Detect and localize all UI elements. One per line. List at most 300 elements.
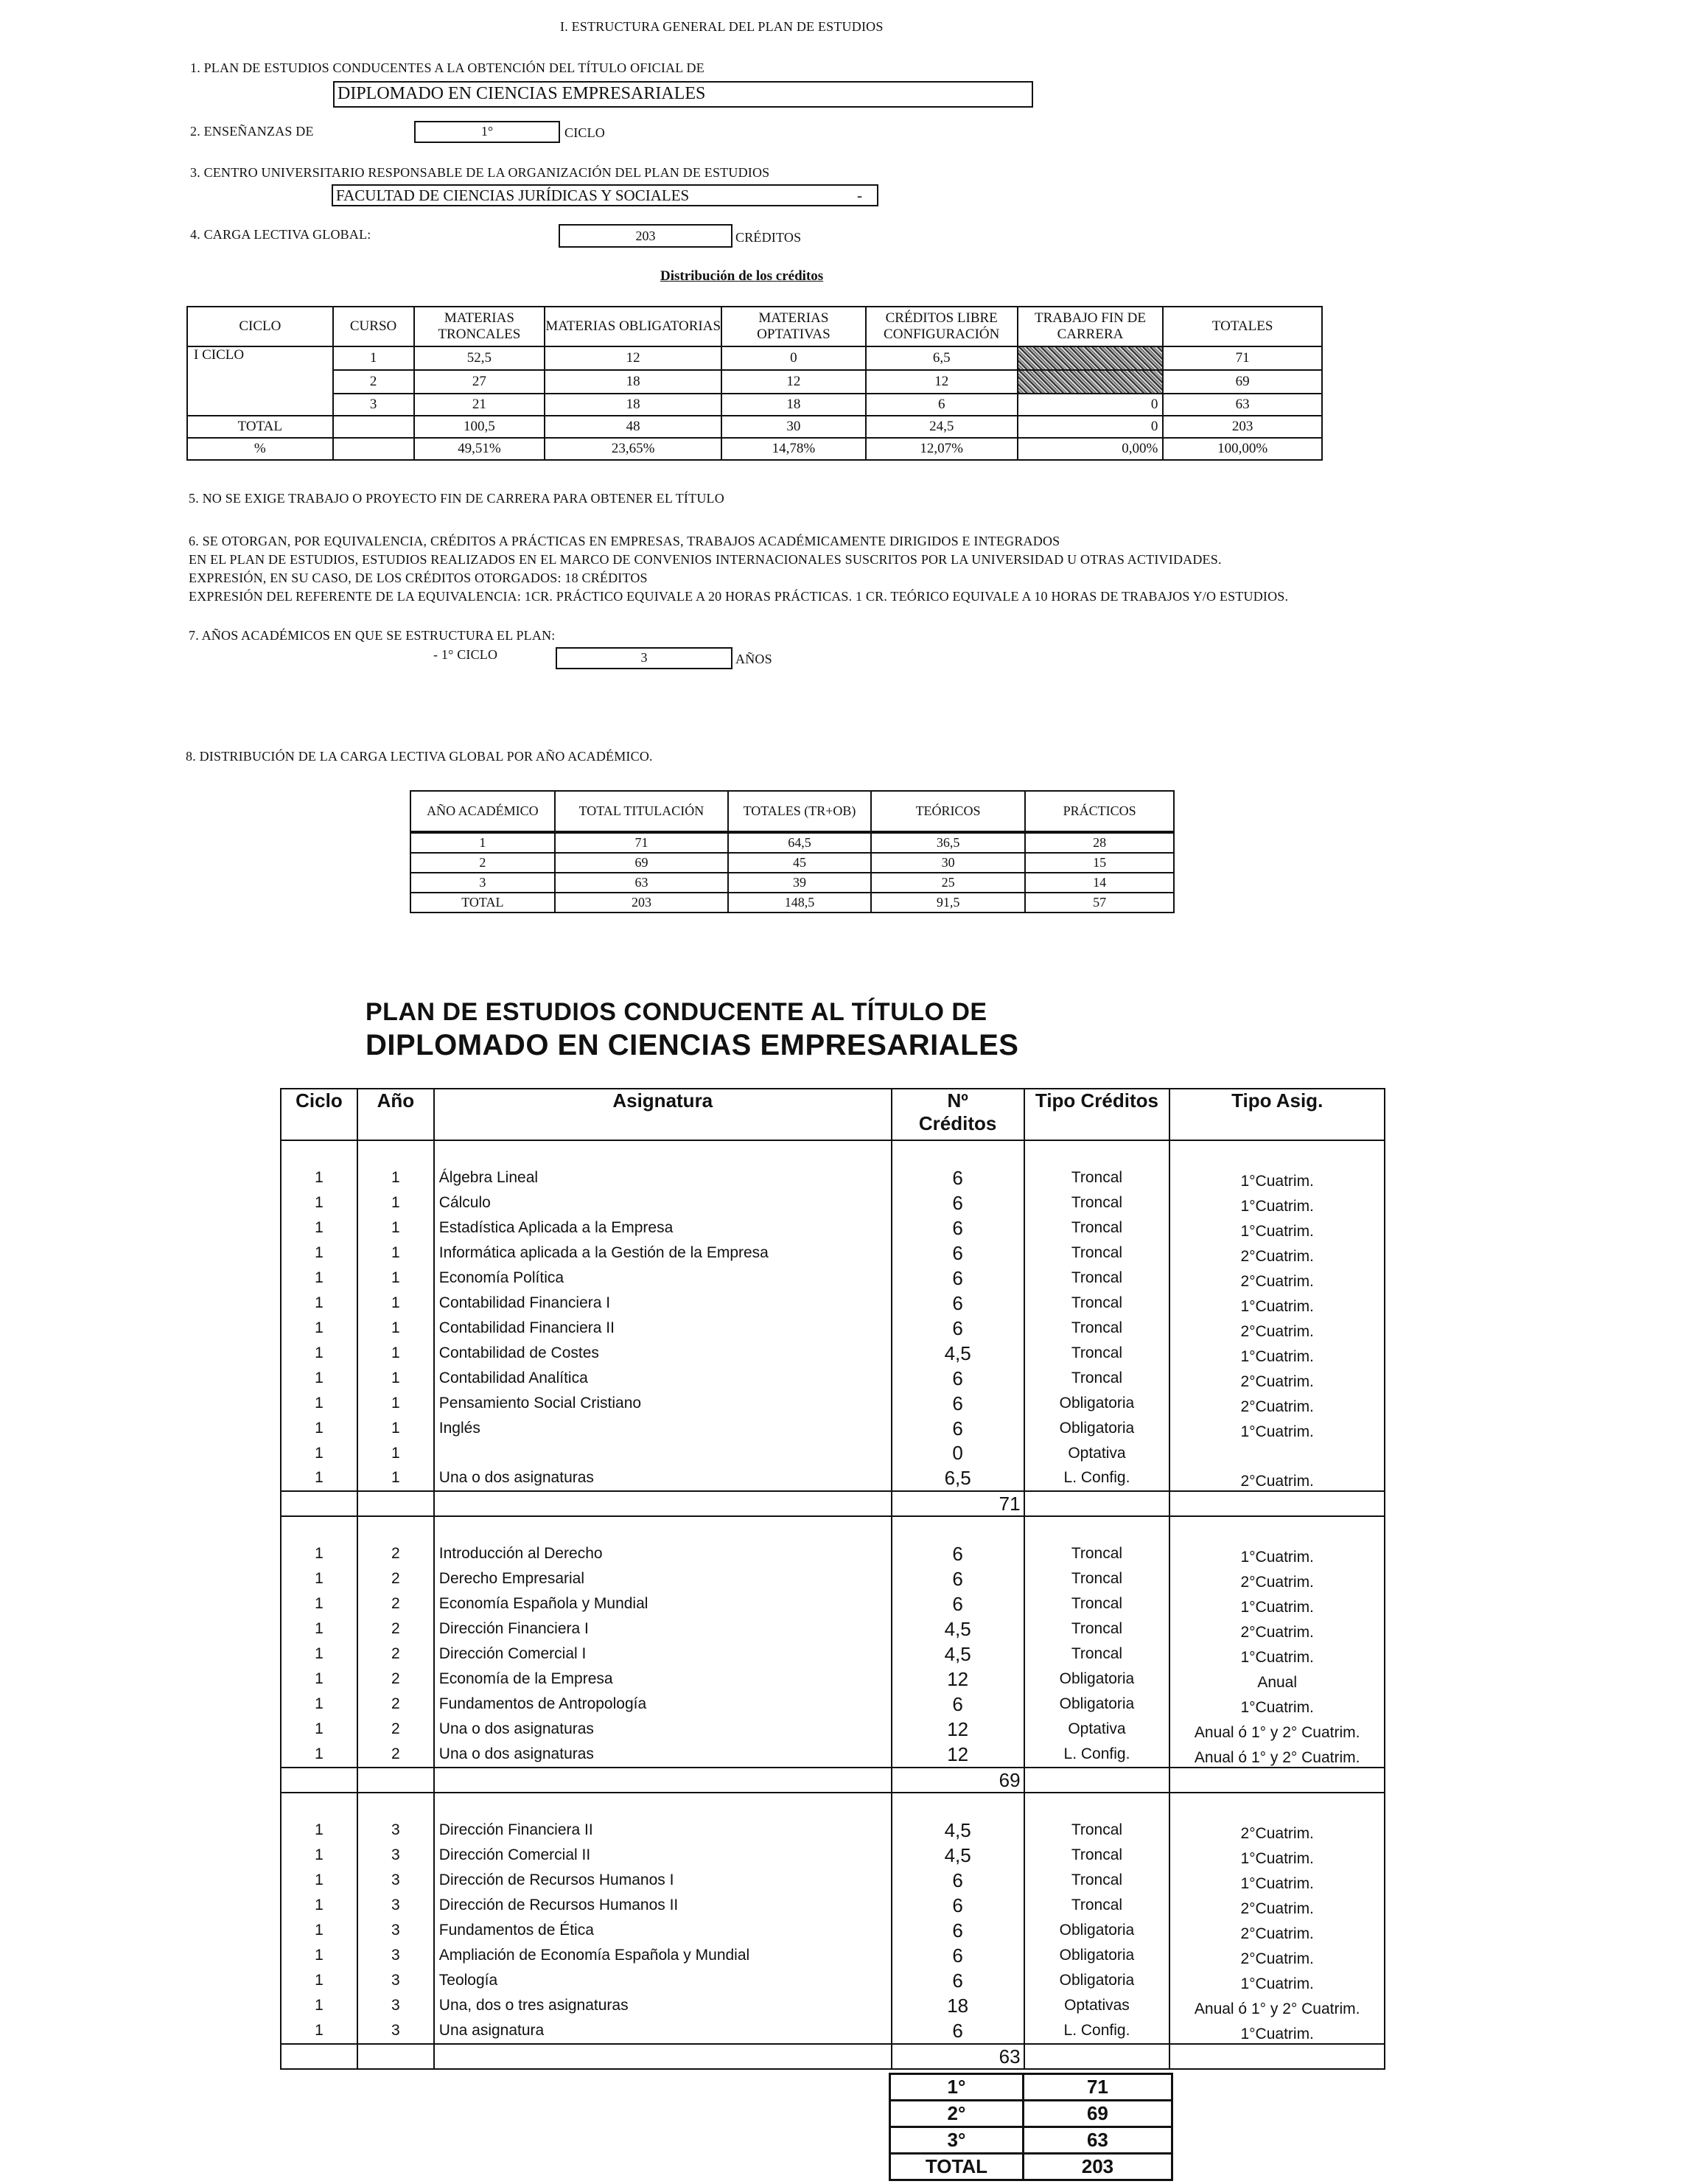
asignatura-cell: Economía Política: [434, 1266, 892, 1291]
anio-cell: 1: [357, 1291, 434, 1316]
creditos-cell: 4,5: [892, 1341, 1024, 1366]
optativas-cell: 18: [721, 394, 866, 416]
creditos-cell: 6: [892, 1591, 1024, 1616]
creditos-cell: 6: [892, 1868, 1024, 1893]
tipo-creditos-cell: Obligatoria: [1024, 1416, 1170, 1441]
subtotal-empty: [1024, 1768, 1170, 1793]
table-row: [281, 1818, 1385, 1843]
creditos-cell: 6: [892, 1566, 1024, 1591]
creditos-cell: 6: [892, 1215, 1024, 1241]
tipo-asig-cell: 1°Cuatrim.: [1169, 1215, 1385, 1241]
obligatorias-cell: 12: [545, 346, 721, 370]
pct-libre-config: 12,07%: [866, 438, 1018, 460]
table-row: [281, 1993, 1385, 2018]
spacer-cell: [357, 1516, 434, 1541]
subtotal-empty: [357, 1491, 434, 1516]
creditos-cell: 6: [892, 1190, 1024, 1215]
creditos-cell: 6,5: [892, 1465, 1024, 1491]
ciclo-cell: 1: [281, 1591, 357, 1616]
tipo-creditos-cell: Troncal: [1024, 1215, 1170, 1241]
anio-cell: 1: [357, 1416, 434, 1441]
table-row: [281, 1441, 1385, 1465]
faculty-select[interactable]: [332, 184, 878, 206]
header-optativas: MATERIAS OPTATIVAS: [721, 307, 866, 346]
tipo-asig-cell: 1°Cuatrim.: [1169, 1291, 1385, 1316]
header-ciclo: Ciclo: [281, 1089, 357, 1140]
libre-config-cell: 6,5: [866, 346, 1018, 370]
creditos-cell: 6: [892, 1291, 1024, 1316]
total-obligatorias: 48: [545, 416, 721, 438]
header-asignatura: Asignatura: [434, 1089, 892, 1140]
ciclo-cell: 1: [281, 2018, 357, 2044]
asignatura-cell: Una o dos asignaturas: [434, 1742, 892, 1768]
anio-cell: 1: [357, 1215, 434, 1241]
credits-suffix: CRÉDITOS: [735, 230, 802, 245]
anio-cell: 1: [357, 1391, 434, 1416]
header-totales-tr-ob: TOTALES (TR+OB): [728, 791, 871, 832]
tipo-asig-cell: 2°Cuatrim.: [1169, 1918, 1385, 1943]
creditos-cell: 6: [892, 1165, 1024, 1190]
tipo-asig-cell: 2°Cuatrim.: [1169, 1893, 1385, 1918]
obligatorias-cell: 18: [545, 370, 721, 394]
total-cell: 203: [555, 893, 729, 913]
summary-value: 63: [1023, 2127, 1172, 2154]
table-row: [281, 1968, 1385, 1993]
ciclo-cell: 1: [281, 1215, 357, 1241]
section-6-line: EXPRESIÓN, EN SU CASO, DE LOS CRÉDITOS OTORGADOS: 18 CRÉDITOS: [189, 571, 648, 585]
spacer-cell: [281, 1140, 357, 1165]
ciclo-cell: 1: [281, 1742, 357, 1768]
libre-config-cell: 12: [866, 370, 1018, 394]
anio-cell: 1: [357, 1190, 434, 1215]
anio-cell: 1: [357, 1341, 434, 1366]
ciclo-label: I CICLO: [187, 346, 333, 416]
asignatura-cell: Dirección de Recursos Humanos II: [434, 1893, 892, 1918]
total-totales: 203: [1163, 416, 1322, 438]
ciclo-cell: 1: [281, 1441, 357, 1465]
table-row: [281, 1918, 1385, 1943]
tipo-creditos-cell: L. Config.: [1024, 1742, 1170, 1768]
asignatura-cell: Inglés: [434, 1416, 892, 1441]
table-row: [281, 1717, 1385, 1742]
tipo-creditos-cell: Troncal: [1024, 1868, 1170, 1893]
summary-row: [890, 2074, 1172, 2101]
tipo-asig-cell: 2°Cuatrim.: [1169, 1241, 1385, 1266]
asignatura-cell: Ampliación de Economía Española y Mundial: [434, 1943, 892, 1968]
creditos-cell: 4,5: [892, 1818, 1024, 1843]
creditos-cell: 6: [892, 1241, 1024, 1266]
spacer-row: [281, 1140, 1385, 1165]
cycle-suffix: CICLO: [564, 125, 605, 140]
ciclo-cell: 1: [281, 1165, 357, 1190]
summary-value: 203: [1023, 2154, 1172, 2180]
plan-title: PLAN DE ESTUDIOS CONDUCENTE AL TÍTULO DE: [366, 998, 987, 1026]
creditos-cell: 4,5: [892, 1642, 1024, 1667]
troncales-cell: 27: [414, 370, 545, 394]
tipo-asig-cell: Anual ó 1° y 2° Cuatrim.: [1169, 1717, 1385, 1742]
trabajo-fin-cell: 0: [1018, 394, 1164, 416]
asignatura-cell: Una o dos asignaturas: [434, 1465, 892, 1491]
section-1-label: 1. PLAN DE ESTUDIOS CONDUCENTES A LA OBTENCIÓN DEL TÍTULO OFICIAL DE: [190, 60, 704, 75]
section-6-line: EN EL PLAN DE ESTUDIOS, ESTUDIOS REALIZADOS EN EL MARCO DE CONVENIOS INTERNACIONALES SUSCRITOS POR LA UNIVERSIDAD U OTRAS ACTIVIDADES.: [189, 552, 1222, 567]
header-trabajo-fin: TRABAJO FIN DE CARRERA: [1018, 307, 1164, 346]
anio-cell: 1: [357, 1165, 434, 1190]
asignatura-cell: Fundamentos de Antropología: [434, 1692, 892, 1717]
distribution-title: Distribución de los créditos: [660, 268, 824, 284]
anio-cell: 2: [357, 1717, 434, 1742]
tipo-creditos-cell: Troncal: [1024, 1316, 1170, 1341]
teoricos-cell: 25: [871, 873, 1026, 893]
tipo-asig-cell: 2°Cuatrim.: [1169, 1616, 1385, 1642]
table-row: [281, 1667, 1385, 1692]
asignatura-cell: Una, dos o tres asignaturas: [434, 1993, 892, 2018]
asignatura-cell: Economía Española y Mundial: [434, 1591, 892, 1616]
summary-table-body: [890, 2074, 1172, 2180]
table-row: [281, 1341, 1385, 1366]
tipo-creditos-cell: Obligatoria: [1024, 1692, 1170, 1717]
asignatura-cell: Dirección Financiera I: [434, 1616, 892, 1642]
plan-subtitle: DIPLOMADO EN CIENCIAS EMPRESARIALES: [366, 1029, 1019, 1061]
section-8-label: 8. DISTRIBUCIÓN DE LA CARGA LECTIVA GLOBAL POR AÑO ACADÉMICO.: [186, 749, 653, 764]
subtotal-row: [281, 1768, 1385, 1793]
table-row: [281, 1215, 1385, 1241]
table-row: [281, 1642, 1385, 1667]
tipo-asig-cell: 1°Cuatrim.: [1169, 1843, 1385, 1868]
spacer-cell: [1169, 1140, 1385, 1165]
section-7-sub: - 1° CICLO: [433, 647, 498, 662]
anio-cell: 3: [357, 2018, 434, 2044]
tipo-asig-cell: 1°Cuatrim.: [1169, 1868, 1385, 1893]
subtotal-empty: [1169, 1768, 1385, 1793]
summary-label: 2°: [890, 2101, 1024, 2127]
tipo-asig-cell: 2°Cuatrim.: [1169, 1391, 1385, 1416]
tipo-creditos-cell: Obligatoria: [1024, 1943, 1170, 1968]
total-optativas: 30: [721, 416, 866, 438]
ciclo-cell: 1: [281, 1541, 357, 1566]
section-2-label: 2. ENSEÑANZAS DE: [190, 124, 314, 139]
table-row: [281, 1241, 1385, 1266]
total-trabajo-fin: 0: [1018, 416, 1164, 438]
section-7-label: 7. AÑOS ACADÉMICOS EN QUE SE ESTRUCTURA EL PLAN:: [189, 628, 556, 643]
credits-field[interactable]: 203: [559, 224, 732, 248]
table-row: [281, 1541, 1385, 1566]
tipo-asig-cell: 1°Cuatrim.: [1169, 2018, 1385, 2044]
creditos-cell: 6: [892, 1316, 1024, 1341]
creditos-cell: 6: [892, 1391, 1024, 1416]
degree-title-field[interactable]: DIPLOMADO EN CIENCIAS EMPRESARIALES: [333, 81, 1033, 108]
tipo-asig-cell: 2°Cuatrim.: [1169, 1566, 1385, 1591]
tipo-asig-cell: Anual ó 1° y 2° Cuatrim.: [1169, 1993, 1385, 2018]
totales-cell: 63: [1163, 394, 1322, 416]
table-row: [281, 1616, 1385, 1642]
subtotal-value: 63: [892, 2044, 1024, 2069]
section-6-line: EXPRESIÓN DEL REFERENTE DE LA EQUIVALENCIA: 1CR. PRÁCTICO EQUIVALE A 20 HORAS PRÁCTICAS. 1 CR. TEÓRICO EQUIVALE A 10 HORAS DE TRABAJOS Y/O ESTUDIOS.: [189, 589, 1289, 604]
anio-cell: 2: [357, 1667, 434, 1692]
header-curso: CURSO: [333, 307, 414, 346]
creditos-cell: 6: [892, 1918, 1024, 1943]
anio-cell: 2: [357, 1591, 434, 1616]
subtotal-row: [281, 2044, 1385, 2069]
page-title: I. ESTRUCTURA GENERAL DEL PLAN DE ESTUDIOS: [560, 19, 884, 34]
header-libre-config: CRÉDITOS LIBRE CONFIGURACIÓN: [866, 307, 1018, 346]
spacer-cell: [281, 1516, 357, 1541]
anio-cell: 3: [357, 1843, 434, 1868]
tipo-asig-cell: 2°Cuatrim.: [1169, 1818, 1385, 1843]
annual-load-table: [410, 790, 1175, 913]
tipo-asig-cell: Anual: [1169, 1667, 1385, 1692]
tipo-creditos-cell: Troncal: [1024, 1366, 1170, 1391]
summary-row: [890, 2127, 1172, 2154]
tipo-creditos-cell: Optativa: [1024, 1441, 1170, 1465]
table-row: [281, 1266, 1385, 1291]
ciclo-cell: 1: [281, 1190, 357, 1215]
obligatorias-cell: 18: [545, 394, 721, 416]
summary-row: [890, 2154, 1172, 2180]
teoricos-cell: 36,5: [871, 832, 1026, 853]
table-row: [281, 2018, 1385, 2044]
curso-cell: 3: [333, 394, 414, 416]
subtotal-empty: [434, 1768, 892, 1793]
asignatura-cell: Derecho Empresarial: [434, 1566, 892, 1591]
tipo-asig-cell: 2°Cuatrim.: [1169, 1465, 1385, 1491]
ciclo-cell: 1: [281, 1943, 357, 1968]
tr-ob-cell: 148,5: [728, 893, 871, 913]
ciclo-cell: 1: [281, 1642, 357, 1667]
table-row: [281, 1742, 1385, 1768]
spacer-cell: [1169, 1793, 1385, 1818]
anio-cell: 2: [357, 1742, 434, 1768]
tipo-creditos-cell: Optativa: [1024, 1717, 1170, 1742]
subtotal-empty: [1024, 2044, 1170, 2069]
spacer-row: [281, 1793, 1385, 1818]
anio-cell: 2: [410, 853, 555, 873]
years-field[interactable]: 3: [556, 647, 732, 669]
tipo-creditos-cell: Troncal: [1024, 1341, 1170, 1366]
tipo-creditos-cell: L. Config.: [1024, 1465, 1170, 1491]
header-practicos: PRÁCTICOS: [1025, 791, 1174, 832]
table-row: [281, 1566, 1385, 1591]
asignatura-cell: Pensamiento Social Cristiano: [434, 1391, 892, 1416]
ciclo-cell: 1: [281, 1465, 357, 1491]
ciclo-cell: 1: [281, 1717, 357, 1742]
asignatura-cell: Una o dos asignaturas: [434, 1717, 892, 1742]
anio-cell: 3: [357, 1893, 434, 1918]
header-teoricos: TEÓRICOS: [871, 791, 1026, 832]
subtotal-empty: [281, 1491, 357, 1516]
creditos-cell: 6: [892, 1692, 1024, 1717]
total-cell: 71: [555, 832, 729, 853]
tr-ob-cell: 64,5: [728, 832, 871, 853]
tipo-creditos-cell: Troncal: [1024, 1541, 1170, 1566]
spacer-cell: [434, 1516, 892, 1541]
subtotal-value: 71: [892, 1491, 1024, 1516]
total-troncales: 100,5: [414, 416, 545, 438]
table-row: [281, 1465, 1385, 1491]
asignatura-cell: Dirección Comercial I: [434, 1642, 892, 1667]
troncales-cell: 52,5: [414, 346, 545, 370]
header-creditos-line: Nº: [947, 1089, 968, 1112]
anio-cell: 3: [357, 1868, 434, 1893]
creditos-cell: 6: [892, 1266, 1024, 1291]
ciclo-cell: 1: [281, 1818, 357, 1843]
tipo-creditos-cell: Troncal: [1024, 1642, 1170, 1667]
tipo-asig-cell: 1°Cuatrim.: [1169, 1416, 1385, 1441]
ciclo-cell: 1: [281, 1241, 357, 1266]
tipo-creditos-cell: Troncal: [1024, 1566, 1170, 1591]
tipo-creditos-cell: Obligatoria: [1024, 1918, 1170, 1943]
tipo-asig-cell: 1°Cuatrim.: [1169, 1341, 1385, 1366]
table-row: [281, 1943, 1385, 1968]
asignatura-cell: Cálculo: [434, 1190, 892, 1215]
tipo-asig-cell: 1°Cuatrim.: [1169, 1591, 1385, 1616]
asignatura-cell: [434, 1441, 892, 1465]
summary-value: 69: [1023, 2101, 1172, 2127]
table-row: [281, 1291, 1385, 1316]
spacer-cell: [892, 1793, 1024, 1818]
ciclo-cell: 1: [281, 1893, 357, 1918]
subtotal-value: 69: [892, 1768, 1024, 1793]
tipo-creditos-cell: Troncal: [1024, 1616, 1170, 1642]
summary-row: [890, 2101, 1172, 2127]
ciclo-cell: 1: [281, 1316, 357, 1341]
subtotal-empty: [281, 2044, 357, 2069]
anio-cell: 3: [410, 873, 555, 893]
tipo-asig-cell: 1°Cuatrim.: [1169, 1190, 1385, 1215]
tipo-creditos-cell: Troncal: [1024, 1190, 1170, 1215]
optativas-cell: 0: [721, 346, 866, 370]
anio-cell: 2: [357, 1566, 434, 1591]
creditos-cell: 6: [892, 1541, 1024, 1566]
anio-cell: 1: [357, 1465, 434, 1491]
creditos-cell: 6: [892, 1968, 1024, 1993]
tipo-asig-cell: 2°Cuatrim.: [1169, 1943, 1385, 1968]
summary-label: 3°: [890, 2127, 1024, 2154]
spacer-cell: [892, 1140, 1024, 1165]
subtotal-row: [281, 1491, 1385, 1516]
table-row: [281, 1366, 1385, 1391]
asignatura-cell: Contabilidad Financiera II: [434, 1316, 892, 1341]
anio-cell: 2: [357, 1642, 434, 1667]
header-total-titulacion: TOTAL TITULACIÓN: [555, 791, 729, 832]
header-anio: Año: [357, 1089, 434, 1140]
tipo-creditos-cell: Troncal: [1024, 1843, 1170, 1868]
ciclo-cell: 1: [281, 1667, 357, 1692]
tipo-creditos-cell: Obligatoria: [1024, 1391, 1170, 1416]
pct-optativas: 14,78%: [721, 438, 866, 460]
creditos-cell: 12: [892, 1717, 1024, 1742]
creditos-cell: 4,5: [892, 1616, 1024, 1642]
tipo-creditos-cell: Troncal: [1024, 1266, 1170, 1291]
asignatura-cell: Introducción al Derecho: [434, 1541, 892, 1566]
header-anio: AÑO ACADÉMICO: [410, 791, 555, 832]
tipo-creditos-cell: Obligatoria: [1024, 1667, 1170, 1692]
curso-cell: 2: [333, 370, 414, 394]
subtotal-empty: [1169, 1491, 1385, 1516]
asignatura-cell: Estadística Aplicada a la Empresa: [434, 1215, 892, 1241]
header-creditos-line: Créditos: [918, 1112, 997, 1134]
tipo-asig-cell: [1169, 1441, 1385, 1465]
pct-trabajo-fin: 0,00%: [1018, 438, 1164, 460]
anio-cell: 2: [357, 1692, 434, 1717]
pct-label: %: [187, 438, 333, 460]
table-row: [281, 1591, 1385, 1616]
asignatura-cell: Contabilidad Analítica: [434, 1366, 892, 1391]
table-row: [281, 1692, 1385, 1717]
ciclo-cell: 1: [281, 1566, 357, 1591]
totales-cell: 71: [1163, 346, 1322, 370]
total-libre-config: 24,5: [866, 416, 1018, 438]
subtotal-empty: [434, 1491, 892, 1516]
ciclo-cell: 1: [281, 1843, 357, 1868]
creditos-cell: 0: [892, 1441, 1024, 1465]
table-row: [281, 1893, 1385, 1918]
anio-cell: 1: [357, 1241, 434, 1266]
section-6-line: 6. SE OTORGAN, POR EQUIVALENCIA, CRÉDITOS A PRÁCTICAS EN EMPRESAS, TRABAJOS ACADÉMICAMENTE DIRIGIDOS E INTEGRADOS: [189, 534, 1060, 548]
tipo-asig-cell: 2°Cuatrim.: [1169, 1316, 1385, 1341]
tipo-creditos-cell: Troncal: [1024, 1893, 1170, 1918]
total-cell: 63: [555, 873, 729, 893]
faculty-select-value: FACULTAD DE CIENCIAS JURÍDICAS Y SOCIALES: [336, 186, 690, 204]
header-troncales: MATERIAS TRONCALES: [414, 307, 545, 346]
tipo-asig-cell: 1°Cuatrim.: [1169, 1692, 1385, 1717]
header-creditos: [892, 1089, 1024, 1140]
table-row: [281, 1165, 1385, 1190]
asignatura-cell: Dirección Comercial II: [434, 1843, 892, 1868]
practicos-cell: 15: [1025, 853, 1174, 873]
tipo-asig-cell: 2°Cuatrim.: [1169, 1266, 1385, 1291]
asignatura-cell: Contabilidad de Costes: [434, 1341, 892, 1366]
libre-config-cell: 6: [866, 394, 1018, 416]
teoricos-cell: 30: [871, 853, 1026, 873]
credits-distribution-table: [186, 306, 1323, 461]
tipo-asig-cell: 2°Cuatrim.: [1169, 1366, 1385, 1391]
summary-label: TOTAL: [890, 2154, 1024, 2180]
anio-cell: 3: [357, 1943, 434, 1968]
summary-table: [889, 2073, 1173, 2181]
header-tipo-creditos: Tipo Créditos: [1024, 1089, 1170, 1140]
tipo-asig-cell: 1°Cuatrim.: [1169, 1541, 1385, 1566]
tipo-creditos-cell: Optativas: [1024, 1993, 1170, 2018]
spacer-cell: [434, 1793, 892, 1818]
spacer-cell: [1169, 1516, 1385, 1541]
cycle-field[interactable]: 1°: [414, 121, 560, 143]
subtotal-empty: [1024, 1491, 1170, 1516]
asignatura-cell: Dirección Financiera II: [434, 1818, 892, 1843]
ciclo-cell: 1: [281, 1993, 357, 2018]
anio-cell: 3: [357, 1968, 434, 1993]
troncales-cell: 21: [414, 394, 545, 416]
asignatura-cell: Dirección de Recursos Humanos I: [434, 1868, 892, 1893]
ciclo-cell: 1: [281, 1616, 357, 1642]
tipo-creditos-cell: Troncal: [1024, 1291, 1170, 1316]
section-4-label: 4. CARGA LECTIVA GLOBAL:: [190, 227, 371, 242]
creditos-cell: 18: [892, 1993, 1024, 2018]
asignatura-cell: Fundamentos de Ética: [434, 1918, 892, 1943]
tipo-creditos-cell: L. Config.: [1024, 2018, 1170, 2044]
dropdown-marker: -: [857, 186, 862, 204]
asignatura-cell: Informática aplicada a la Gestión de la Empresa: [434, 1241, 892, 1266]
anio-cell: TOTAL: [410, 893, 555, 913]
asignatura-cell: Álgebra Lineal: [434, 1165, 892, 1190]
anio-cell: 2: [357, 1616, 434, 1642]
anio-cell: 3: [357, 1818, 434, 1843]
asignatura-cell: Teología: [434, 1968, 892, 1993]
asignatura-cell: Economía de la Empresa: [434, 1667, 892, 1692]
spacer-cell: [357, 1793, 434, 1818]
pct-totales: 100,00%: [1163, 438, 1322, 460]
tipo-asig-cell: 1°Cuatrim.: [1169, 1642, 1385, 1667]
creditos-cell: 6: [892, 1893, 1024, 1918]
